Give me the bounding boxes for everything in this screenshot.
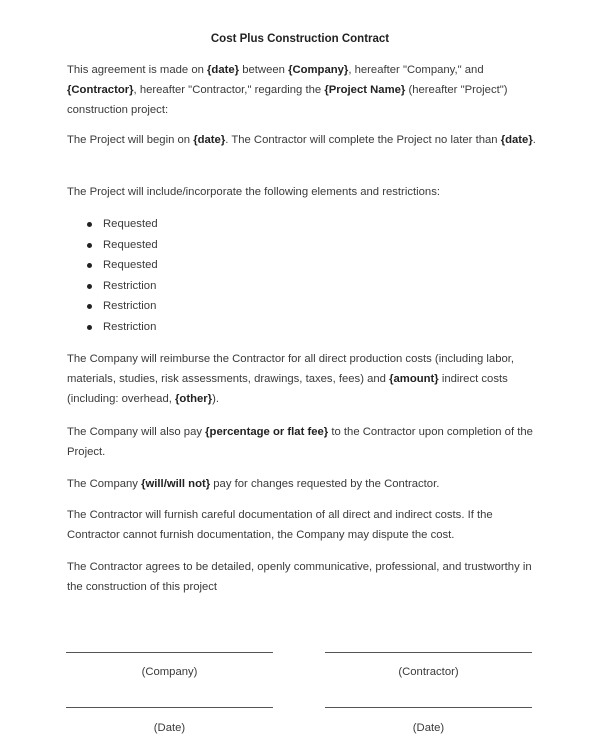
placeholder-end-date: {date}	[500, 134, 533, 146]
bullet-icon	[87, 325, 92, 330]
placeholder-fee: {percentage or flat fee}	[205, 426, 329, 438]
list-item	[67, 255, 158, 276]
contractor-date-label: (Date)	[412, 722, 445, 734]
text: .	[532, 134, 536, 146]
list-item-label: Restriction	[103, 300, 157, 312]
bullet-icon	[87, 304, 92, 309]
placeholder-will-will-not: {will/will not}	[141, 478, 211, 490]
elements-intro-paragraph	[67, 182, 537, 202]
text: between	[239, 64, 289, 76]
list-item-label: Restriction	[103, 279, 157, 292]
company-date-label: (Date)	[153, 722, 186, 734]
agreement-paragraph	[67, 60, 537, 120]
text: The Company will reimburse the Contractor for all direct production costs (including labor, materials, studies, risk assessments, drawings, taxes, fees) and	[67, 353, 515, 385]
bullet-icon	[87, 263, 92, 268]
list-item-label: Restriction	[103, 320, 157, 333]
documentation-paragraph	[67, 505, 537, 545]
schedule-paragraph	[67, 130, 537, 150]
placeholder-start-date: {date}	[193, 134, 226, 146]
company-signature-line	[66, 652, 273, 653]
text: The Company will also pay	[67, 426, 206, 438]
list-item-label: Requested	[103, 238, 158, 251]
list-item	[67, 317, 158, 338]
list-item-label: Requested	[103, 259, 158, 271]
text: to the Contractor upon completion of the Project.	[67, 426, 533, 458]
elements-list	[67, 214, 158, 337]
text: The Project will include/incorporate the following elements and restrictions:	[67, 186, 440, 198]
placeholder-company: {Company}	[288, 64, 349, 76]
contractor-signature-label: (Contractor)	[398, 666, 459, 678]
text: This agreement is made on	[67, 64, 208, 76]
text: , hereafter "Company," and	[348, 64, 484, 76]
contractor-date-line	[325, 707, 532, 708]
list-item	[67, 296, 158, 317]
placeholder-date: {date}	[207, 64, 240, 76]
text: (hereafter "Project") construction project:	[67, 84, 508, 116]
text: The Project will begin on	[67, 134, 194, 146]
changes-paragraph	[67, 474, 537, 494]
text: , hereafter "Contractor," regarding the	[133, 84, 325, 96]
text: The Contractor agrees to be detailed, openly communicative, professional, and trustworthy in the construction of this project	[67, 561, 532, 593]
list-item	[67, 214, 158, 235]
bullet-icon	[87, 243, 92, 248]
reimbursement-paragraph	[67, 349, 537, 409]
bullet-icon	[87, 222, 92, 227]
company-signature-label: (Company)	[141, 666, 198, 678]
text: The Contractor will furnish careful documentation of all direct and indirect costs. If the Contractor cannot furnish documentation, the Company may dispute the cost.	[67, 509, 493, 541]
list-item	[67, 276, 158, 297]
text: . The Contractor will complete the Project no later than	[225, 134, 501, 146]
text: ).	[212, 393, 219, 405]
company-date-line	[66, 707, 273, 708]
placeholder-amount: {amount}	[389, 373, 439, 385]
list-item-label: Requested	[103, 218, 158, 230]
document-title: Cost Plus Construction Contract	[210, 33, 390, 45]
fee-paragraph	[67, 422, 537, 462]
bullet-icon	[87, 284, 92, 289]
placeholder-other: {other}	[175, 393, 213, 405]
contractor-signature-line	[325, 652, 532, 653]
list-item	[67, 235, 158, 256]
text: pay for changes requested by the Contractor.	[210, 478, 440, 490]
placeholder-contractor: {Contractor}	[67, 84, 134, 96]
text: The Company	[67, 478, 142, 490]
text: indirect costs (including: overhead,	[67, 373, 508, 405]
placeholder-project-name: {Project Name}	[324, 84, 406, 96]
conduct-paragraph	[67, 557, 537, 597]
